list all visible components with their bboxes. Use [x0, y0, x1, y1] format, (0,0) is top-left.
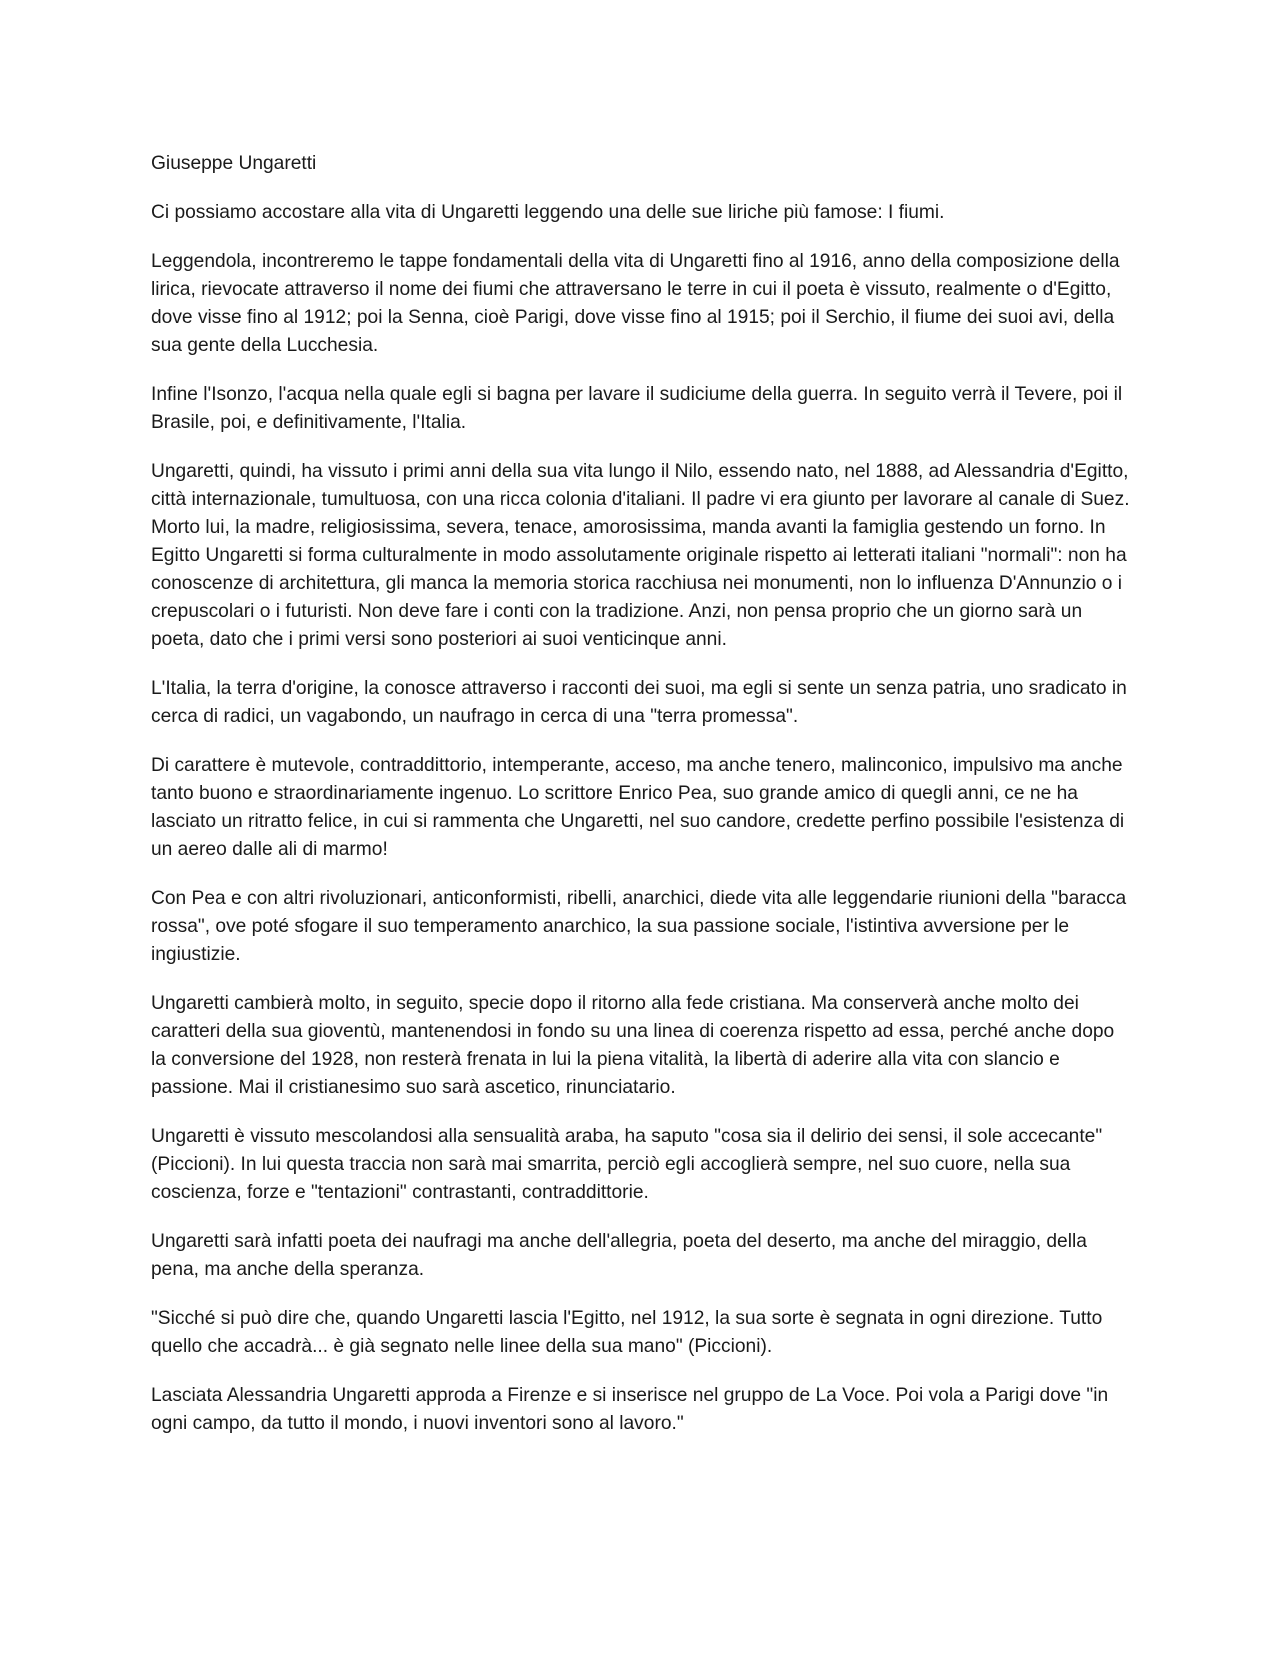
paragraph-12: Lasciata Alessandria Ungaretti approda a Firenze e si inserisce nel gruppo de La Voce. Poi vola a Parigi dove "in ogni campo, da tutto il mondo, i nuovi inventori sono al lavoro." [151, 1385, 1109, 1434]
document-page [151, 150, 1134, 1459]
paragraph-2: Leggendola, incontreremo le tappe fondamentali della vita di Ungaretti fino al 1916, anno della composizione della lirica, rievocate attraverso il nome dei fiumi che attraversano le terre in cui il poeta è vissuto, realmente o d'Egitto, dove visse fino al 1912; poi la Senna, cioè Parigi, dove visse fino al 1915; poi il Serchio, il fiume dei suoi avi, della sua gente della Lucchesia. [151, 251, 1120, 356]
paragraph-7: Con Pea e con altri rivoluzionari, anticonformisti, ribelli, anarchici, diede vita alle leggendarie riunioni della "baracca rossa", ove poté sfogare il suo temperamento anarchico, la sua passione sociale, l'istintiva avversione per le ingiustizie. [151, 888, 1127, 965]
paragraph-6: Di carattere è mutevole, contraddittorio, intemperante, acceso, ma anche tenero, malinconico, impulsivo ma anche tanto buono e straordinariamente ingenuo. Lo scrittore Enrico Pea, suo grande amico di quegli anni, ce ne ha lasciato un ritratto felice, in cui si rammenta che Ungaretti, nel suo candore, credette perfino possibile l'esistenza di un aereo dalle ali di marmo! [151, 755, 1125, 860]
paragraph-11: "Sicché si può dire che, quando Ungaretti lascia l'Egitto, nel 1912, la sua sorte è segnata in ogni direzione. Tutto quello che accadrà... è già segnato nelle linee della sua mano" (Piccioni). [151, 1308, 1103, 1357]
paragraph-5: L'Italia, la terra d'origine, la conosce attraverso i racconti dei suoi, ma egli si sente un senza patria, uno sradicato in cerca di radici, un vagabondo, un naufrago in cerca di una "terra promessa". [151, 678, 1127, 727]
paragraph-10: Ungaretti sarà infatti poeta dei naufragi ma anche dell'allegria, poeta del deserto, ma anche del miraggio, della pena, ma anche della speranza. [151, 1231, 1087, 1280]
paragraph-4: Ungaretti, quindi, ha vissuto i primi anni della sua vita lungo il Nilo, essendo nato, nel 1888, ad Alessandria d'Egitto, città internazionale, tumultuosa, con una ricca colonia d'italiani. Il padre vi era giunto per lavorare al canale di Suez. Morto lui, la madre, religiosissima, severa, tenace, amorosissima, manda avanti la famiglia gestendo un forno. In Egitto Ungaretti si forma culturalmente in modo assolutamente originale rispetto ai letterati italiani "normali": non ha conoscenze di architettura, gli manca la memoria storica racchiusa nei monumenti, non lo influenza D'Annunzio o i crepuscolari o i futuristi. Non deve fare i conti con la tradizione. Anzi, non pensa proprio che un giorno sarà un poeta, dato che i primi versi sono posteriori ai suoi venticinque anni. [151, 461, 1130, 650]
document-title: Giuseppe Ungaretti [151, 153, 317, 174]
paragraph-9: Ungaretti è vissuto mescolandosi alla sensualità araba, ha saputo "cosa sia il delirio dei sensi, il sole accecante" (Piccioni). In lui questa traccia non sarà mai smarrita, perciò egli accoglierà sempre, nel suo cuore, nella sua coscienza, forze e "tentazioni" contrastanti, contraddittorie. [151, 1126, 1103, 1203]
paragraph-1: Ci possiamo accostare alla vita di Ungaretti leggendo una delle sue liriche più famose: I fiumi. [151, 202, 945, 223]
paragraph-3: Infine l'Isonzo, l'acqua nella quale egli si bagna per lavare il sudiciume della guerra. In seguito verrà il Tevere, poi il Brasile, poi, e definitivamente, l'Italia. [151, 384, 1123, 433]
paragraph-8: Ungaretti cambierà molto, in seguito, specie dopo il ritorno alla fede cristiana. Ma conserverà anche molto dei caratteri della sua gioventù, mantenendosi in fondo su una linea di coerenza rispetto ad essa, perché anche dopo la conversione del 1928, non resterà frenata in lui la piena vitalità, la libertà di aderire alla vita con slancio e passione. Mai il cristianesimo suo sarà ascetico, rinunciatario. [151, 993, 1115, 1098]
